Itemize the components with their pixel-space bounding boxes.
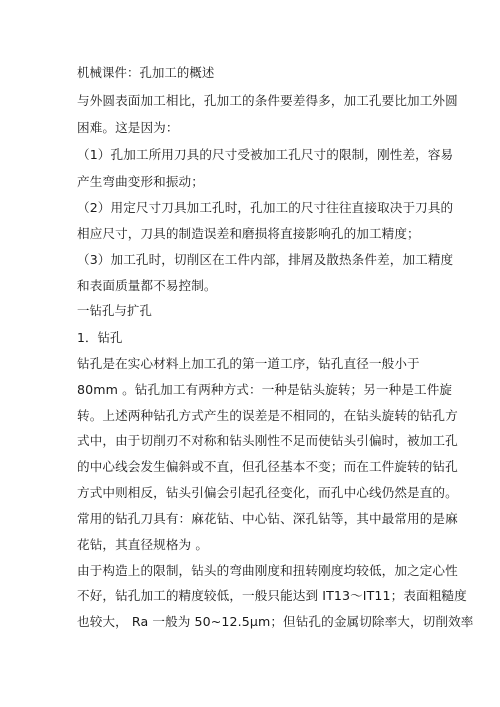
drilling-para-1-line-6: 方式中则相反，钻头引偏会引起孔径变化，而孔中心线仍然是直的。 bbox=[77, 485, 458, 500]
point-2-line-2: 相应尺寸，刀具的制造误差和磨损将直接影响孔的加工精度； bbox=[77, 226, 420, 241]
point-1-line-2: 产生弯曲变形和振动； bbox=[77, 174, 204, 189]
point-3-line-1: （3）加工孔时，切削区在工件内部，排屑及散热条件差，加工精度 bbox=[77, 252, 454, 267]
drilling-para-1-line-7: 常用的钻孔刀具有：麻花钻、中心钻、深孔钻等，其中最常用的是麻 bbox=[77, 511, 458, 526]
drilling-para-2-line-2: 不好，钻孔加工的精度较低，一般只能达到 IT13～IT11；表面粗糙度 bbox=[77, 588, 467, 603]
drilling-para-1-line-4: 式中，由于切削刃不对称和钻头刚性不足而使钻头引偏时，被加工孔 bbox=[77, 433, 458, 448]
subsection-heading: 1．钻孔 bbox=[77, 330, 123, 345]
document-title: 机械课件：孔加工的概述 bbox=[77, 65, 215, 80]
point-3-line-2: 和表面质量都不易控制。 bbox=[77, 278, 217, 293]
drilling-para-2-line-3: 也较大， Ra 一般为 50~12.5μm；但钻孔的金属切除率大，切削效率 bbox=[77, 614, 474, 629]
drilling-para-1-line-2: 80mm 。钻孔加工有两种方式：一种是钻头旋转；另一种是工件旋 bbox=[77, 382, 453, 397]
drilling-para-1-line-8: 花钻，其直径规格为 。 bbox=[77, 537, 209, 552]
drilling-para-1-line-5: 的中心线会发生偏斜或不直，但孔径基本不变；而在工件旋转的钻孔 bbox=[77, 459, 458, 474]
drilling-para-2-line-1: 由于构造上的限制，钻头的弯曲刚度和扭转刚度均较低，加之定心性 bbox=[77, 563, 458, 578]
intro-line-1: 与外圆表面加工相比，孔加工的条件要差得多，加工孔要比加工外圆 bbox=[77, 93, 458, 108]
point-1-line-1: （1）孔加工所用刀具的尺寸受被加工孔尺寸的限制，刚性差，容易 bbox=[77, 147, 454, 162]
drilling-para-1-line-1: 钻孔是在实心材料上加工孔的第一道工序，钻孔直径一般小于 bbox=[77, 356, 420, 371]
drilling-para-1-line-3: 转。上述两种钻孔方式产生的误差是不相同的，在钻头旋转的钻孔方 bbox=[77, 408, 458, 423]
point-2-line-1: （2）用定尺寸刀具加工孔时，孔加工的尺寸往往直接取决于刀具的 bbox=[77, 200, 454, 215]
intro-line-2: 困难。这是因为： bbox=[77, 120, 179, 135]
section-heading: 一钻孔与扩孔 bbox=[77, 303, 152, 318]
